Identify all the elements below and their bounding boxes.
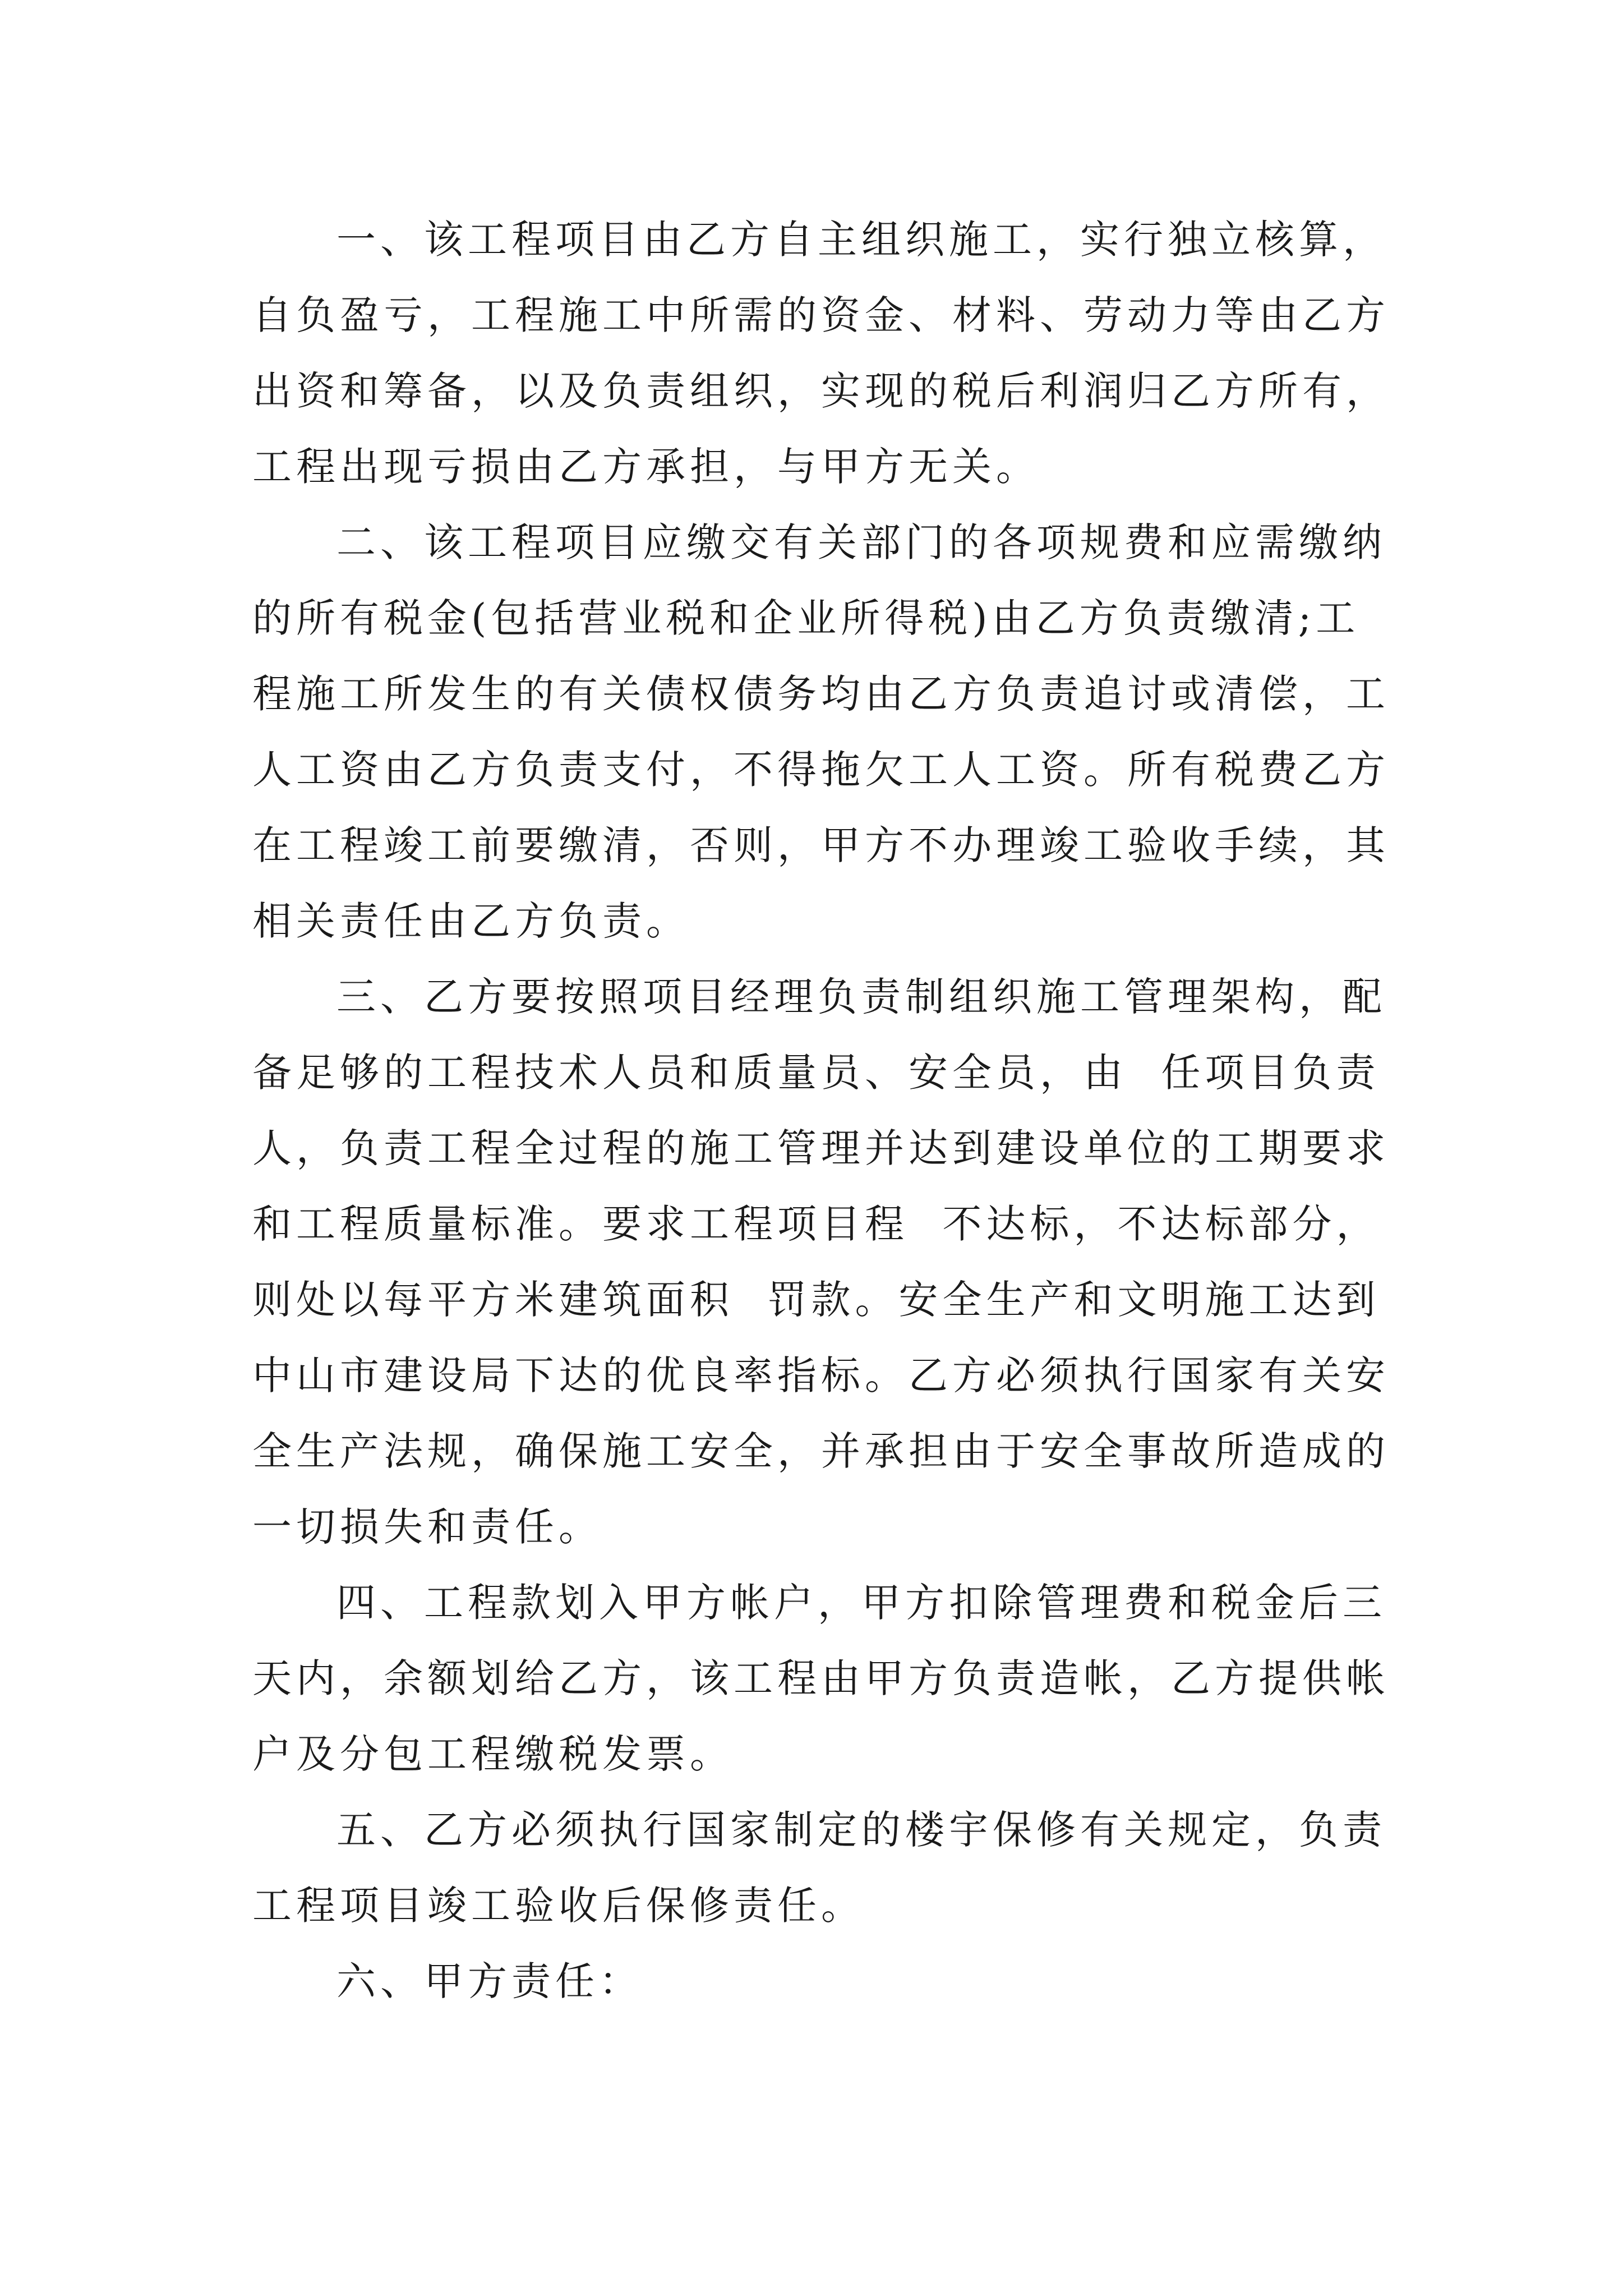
text-line: 自负盈亏，工程施工中所需的资金、材料、劳动力等由乙方 [252,292,1390,338]
text-line: 四、工程款划入甲方帐户，甲方扣除管理费和税金后三 [336,1580,1386,1626]
text-line: 工程出现亏损由乙方承担，与甲方无关。 [252,444,1040,490]
text-line: 的所有税金(包括营业税和企业所得税)由乙方负责缴清;工 [252,595,1360,641]
text-line: 五、乙方必须执行国家制定的楼宇保修有关规定，负责 [336,1807,1386,1853]
text-line: 二、该工程项目应缴交有关部门的各项规费和应需缴纳 [336,519,1386,565]
text-line: 六、甲方责任： [336,1958,643,2004]
text-line: 一、该工程项目由乙方自主组织施工，实行独立核算， [336,217,1386,263]
text-line: 备足够的工程技术人员和质量员、安全员，由 任项目负责 [252,1050,1380,1096]
text-line: 全生产法规，确保施工安全，并承担由于安全事故所造成的 [252,1428,1390,1474]
text-line: 在工程竣工前要缴清，否则，甲方不办理竣工验收手续，其 [252,822,1390,868]
text-line: 一切损失和责任。 [252,1504,602,1550]
text-line: 工程项目竣工验收后保修责任。 [252,1883,865,1929]
document-body [252,202,1390,2019]
text-line: 天内，余额划给乙方，该工程由甲方负责造帐，乙方提供帐 [252,1655,1390,1701]
text-line: 相关责任由乙方负责。 [252,898,690,944]
text-line: 和工程质量标准。要求工程项目程 不达标，不达标部分， [252,1201,1380,1247]
text-line: 三、乙方要按照项目经理负责制组织施工管理架构，配 [336,974,1386,1020]
text-line: 人工资由乙方负责支付，不得拖欠工人工资。所有税费乙方 [252,747,1390,793]
text-line: 户及分包工程缴税发票。 [252,1731,734,1777]
text-line: 人，负责工程全过程的施工管理并达到建设单位的工期要求 [252,1125,1390,1171]
text-line: 则处以每平方米建筑面积 罚款。安全生产和文明施工达到 [252,1277,1380,1323]
text-line: 中山市建设局下达的优良率指标。乙方必须执行国家有关安 [252,1352,1390,1398]
text-line: 出资和筹备，以及负责组织，实现的税后利润归乙方所有， [252,368,1390,414]
text-line: 程施工所发生的有关债权债务均由乙方负责追讨或清偿，工 [252,671,1390,717]
